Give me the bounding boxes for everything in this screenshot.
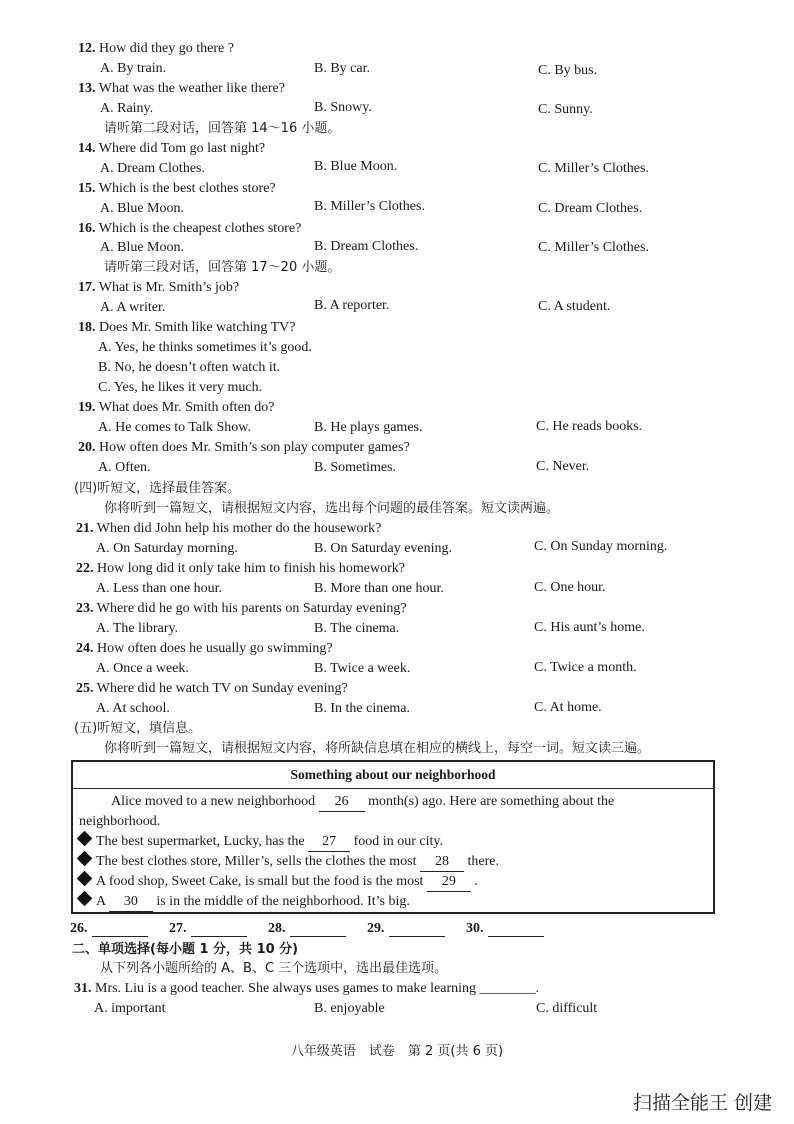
blank-28[interactable]: 28 [420, 853, 464, 872]
info-box [71, 760, 715, 914]
option-c: C. Miller’s Clothes. [538, 161, 649, 176]
question-22: 22. How long did it only take him to finish his homework? [76, 561, 405, 576]
option-b: B. More than one hour. [314, 581, 444, 596]
option-c: C. difficult [536, 1001, 598, 1016]
option-c: C. Twice a month. [534, 660, 637, 675]
option-b: B. In the cinema. [314, 701, 411, 716]
option-b: B. By car. [314, 61, 370, 76]
blank-26[interactable]: 26 [319, 793, 365, 812]
question-12: 12. How did they go there ? [78, 41, 234, 56]
option-b: B. Sometimes. [314, 460, 397, 475]
option-a: A. A writer. [100, 300, 166, 315]
option-a: A. Yes, he thinks sometimes it’s good. [98, 340, 312, 355]
answer-26-field[interactable] [92, 936, 148, 937]
option-a: A. Blue Moon. [100, 240, 184, 255]
instruction-part3: 请听第三段对话，回答第 17～20 小题。 [104, 260, 341, 275]
question-19: 19. What does Mr. Smith often do? [78, 400, 275, 415]
diamond-bullet-icon [77, 891, 93, 907]
answer-27-field[interactable] [191, 936, 247, 937]
box-intro-cont: neighborhood. [79, 814, 161, 829]
option-b: B. No, he doesn’t often watch it. [98, 360, 281, 375]
option-a: A. Often. [98, 460, 151, 475]
option-b: B. He plays games. [314, 420, 423, 435]
option-c: C. Dream Clothes. [538, 201, 643, 216]
question-13: 13. What was the weather like there? [78, 81, 285, 96]
box-item-1: The best supermarket, Lucky, has the 27 food in our city. [75, 833, 443, 852]
option-a: A. He comes to Talk Show. [98, 420, 252, 435]
option-b: B. Miller’s Clothes. [314, 199, 425, 214]
option-a: A. Blue Moon. [100, 201, 184, 216]
option-a: A. Less than one hour. [96, 581, 222, 596]
blank-29[interactable]: 29 [427, 873, 471, 892]
instruction-part2: 请听第二段对话，回答第 14～16 小题。 [104, 121, 341, 136]
option-b: B. The cinema. [314, 621, 400, 636]
section-4-desc: 你将听到一篇短文，请根据短文内容，选出每个问题的最佳答案。短文读两遍。 [104, 501, 560, 516]
option-a: A. At school. [96, 701, 170, 716]
question-25: 25. Where did he watch TV on Sunday evening? [76, 681, 348, 696]
option-c: C. Yes, he likes it very much. [98, 380, 263, 395]
option-c: C. Miller’s Clothes. [538, 240, 649, 255]
question-17: 17. What is Mr. Smith’s job? [78, 280, 240, 295]
question-14: 14. Where did Tom go last night? [78, 141, 266, 156]
option-a: A. On Saturday morning. [96, 541, 238, 556]
diamond-bullet-icon [77, 851, 93, 867]
option-a: A. Once a week. [96, 661, 189, 676]
box-title: Something about our neighborhood [73, 762, 713, 789]
option-c: C. Never. [536, 459, 590, 474]
answer-30-field[interactable] [488, 936, 544, 937]
option-a: A. Rainy. [100, 101, 154, 116]
question-18: 18. Does Mr. Smith like watching TV? [78, 320, 296, 335]
question-23: 23. Where did he go with his parents on Saturday evening? [76, 601, 407, 616]
part-two-title: 二、单项选择(每小题 1 分，共 10 分) [72, 942, 299, 957]
option-c: C. One hour. [534, 580, 606, 595]
option-c: C. At home. [534, 700, 602, 715]
option-c: C. On Sunday morning. [534, 539, 668, 554]
answer-29-field[interactable] [389, 936, 445, 937]
question-15: 15. Which is the best clothes store? [78, 181, 276, 196]
question-21: 21. When did John help his mother do the housework? [76, 521, 382, 536]
option-a: A. The library. [96, 621, 179, 636]
box-item-4: A 30 is in the middle of the neighborhood. It’s big. [75, 893, 410, 912]
scanner-watermark: 扫描全能王 创建 [632, 1092, 772, 1114]
answer-28-field[interactable] [290, 936, 346, 937]
option-b: B. Dream Clothes. [314, 239, 419, 254]
diamond-bullet-icon [77, 871, 93, 887]
option-c: C. His aunt’s home. [534, 620, 645, 635]
box-intro: Alice moved to a new neighborhood 26 month(s) ago. Here are something about the [111, 793, 614, 812]
blank-27[interactable]: 27 [308, 833, 350, 852]
section-4-title: (四)听短文，选择最佳答案。 [74, 481, 241, 496]
blank-30[interactable]: 30 [109, 893, 153, 912]
option-c: C. A student. [538, 299, 611, 314]
question-31: 31. Mrs. Liu is a good teacher. She always uses games to make learning ________. [74, 981, 540, 996]
option-b: B. enjoyable [314, 1001, 385, 1016]
option-b: B. Blue Moon. [314, 159, 398, 174]
option-b: B. Twice a week. [314, 661, 411, 676]
option-a: A. Dream Clothes. [100, 161, 205, 176]
option-c: C. He reads books. [536, 419, 643, 434]
box-item-3: A food shop, Sweet Cake, is small but the food is the most 29 . [75, 873, 478, 892]
section-5-desc: 你将听到一篇短文，请根据短文内容，将所缺信息填在相应的横线上，每空一词。短文读三遍。 [104, 741, 651, 756]
section-5-title: (五)听短文，填信息。 [74, 721, 202, 736]
diamond-bullet-icon [77, 831, 93, 847]
page-footer: 八年级英语 试卷 第 2 页(共 6 页) [290, 1044, 504, 1059]
option-c: C. By bus. [538, 63, 598, 78]
option-b: B. A reporter. [314, 298, 390, 313]
question-20: 20. How often does Mr. Smith’s son play computer games? [78, 440, 410, 455]
answer-row: 26. 27. 28. 29. 30. [70, 921, 562, 937]
option-c: C. Sunny. [538, 102, 593, 117]
box-item-2: The best clothes store, Miller’s, sells the clothes the most 28 there. [75, 853, 499, 872]
question-24: 24. How often does he usually go swimming? [76, 641, 333, 656]
option-a: A. important [94, 1001, 166, 1016]
part-two-desc: 从下列各小题所给的 A、B、C 三个选项中，选出最佳选项。 [100, 961, 448, 976]
option-b: B. Snowy. [314, 100, 372, 115]
option-b: B. On Saturday evening. [314, 541, 453, 556]
option-a: A. By train. [100, 61, 167, 76]
question-16: 16. Which is the cheapest clothes store? [78, 221, 302, 236]
